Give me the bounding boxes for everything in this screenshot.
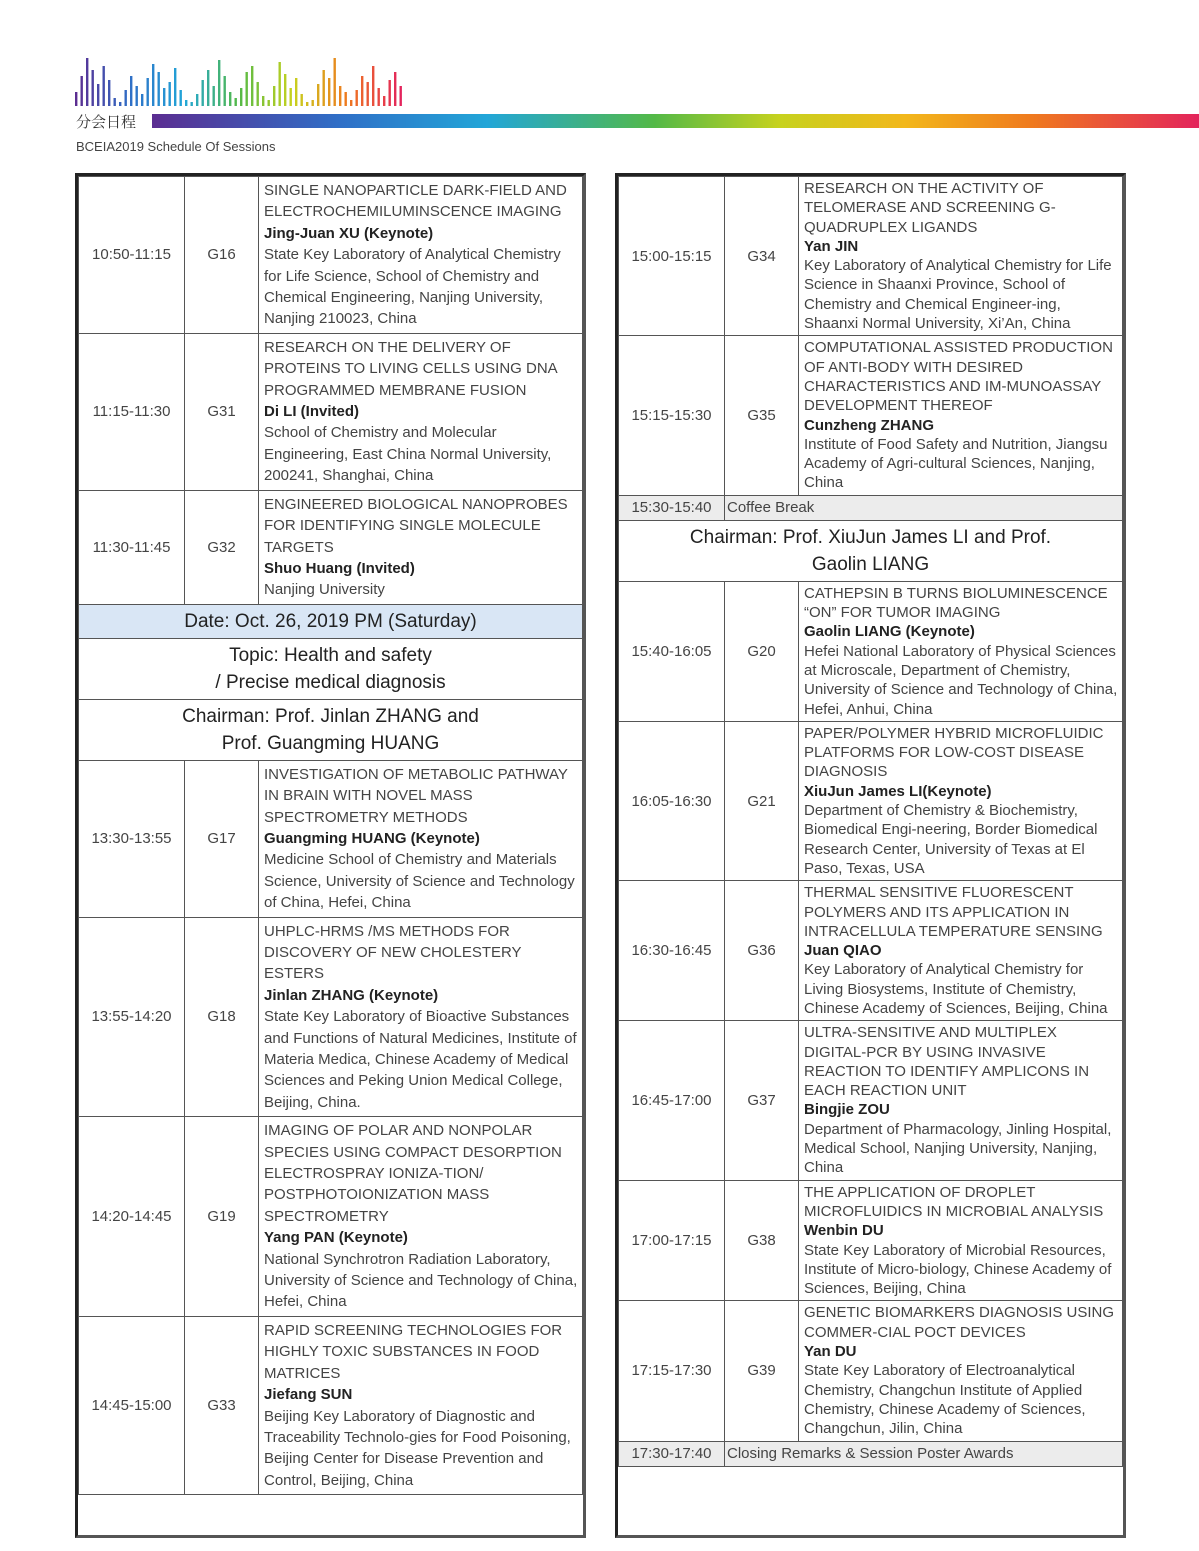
logo-equalizer-bar: [361, 76, 363, 106]
logo-equalizer-bar: [317, 84, 319, 106]
session-details: [799, 581, 1123, 721]
session-code: G16: [185, 177, 259, 334]
logo-equalizer-bar: [152, 64, 154, 106]
left-session-block-afternoon: [79, 760, 583, 1494]
session-code: G19: [185, 1117, 259, 1317]
speaker-name: Di LI (Invited): [264, 403, 359, 421]
session-details: [799, 1021, 1123, 1180]
page-subtitle: BCEIA2019 Schedule Of Sessions: [76, 139, 276, 154]
session-details: [259, 333, 583, 490]
session-details: [259, 1117, 583, 1317]
session-details: [799, 1301, 1123, 1441]
topic-label: Topic: Health and safety / Precise medical diagnosis: [79, 638, 583, 699]
session-time: 15:40-16:05: [619, 581, 725, 721]
logo-equalizer-bar: [97, 84, 99, 106]
session-time: 10:50-11:15: [79, 177, 185, 334]
speaker-affiliation: Department of Pharmacology, Jinling Hospital, Medical School, Nanjing University, Nanjing, China: [804, 1120, 1112, 1177]
speaker-name: Yang PAN (Keynote): [264, 1229, 408, 1247]
coffee-break-time: 15:30-15:40: [619, 495, 725, 520]
logo-equalizer-bar: [339, 86, 341, 106]
logo-equalizer-bar: [75, 92, 77, 106]
session-row: [619, 177, 1123, 336]
logo-equalizer-bar: [185, 100, 187, 106]
speaker-name: Jing-Juan XU (Keynote): [264, 224, 434, 242]
speaker-affiliation: Key Laboratory of Analytical Chemistry for Life Science in Shaanxi Province, School of Chemistry and Chemical Engineer-ing, Shaanxi Normal University, Xi’An, China: [804, 257, 1112, 333]
session-details: [259, 760, 583, 917]
logo-equalizer-bar: [367, 82, 369, 106]
session-row: [79, 333, 583, 490]
session-row: [619, 1021, 1123, 1180]
talk-title: THERMAL SENSITIVE FLUORESCENT POLYMERS AND ITS APPLICATION IN INTRACELLULA TEMPERATURE SENSING: [804, 884, 1103, 940]
logo-equalizer-bar: [218, 60, 220, 106]
speaker-name: Jinlan ZHANG (Keynote): [264, 986, 439, 1004]
speaker-affiliation: Key Laboratory of Analytical Chemistry for Living Biosystems, Institute of Chemistry, Chinese Academy of Sciences, Beijing, China: [804, 961, 1108, 1017]
logo-equalizer-bar: [328, 78, 330, 106]
speaker-affiliation: Department of Chemistry & Biochemistry, Biomedical Engi-neering, Border Biomedical Research Center, University of Texas at El Paso, Texas, USA: [804, 802, 1098, 877]
session-time: 11:30-11:45: [79, 490, 185, 604]
logo-equalizer-bar: [92, 70, 94, 106]
talk-title: ULTRA-SENSITIVE AND MULTIPLEX DIGITAL-PCR BY USING INVASIVE REACTION TO IDENTIFY AMPLICONS IN EACH REACTION UNIT: [804, 1024, 1090, 1100]
logo-equalizer-bar: [119, 102, 121, 106]
logo-equalizer-bar: [235, 98, 237, 106]
logo-equalizer-bar: [295, 78, 297, 106]
speaker-affiliation: Hefei National Laboratory of Physical Sciences at Microscale, Department of Chemistry, University of Science and Technology of China, Hefei, Anhui, China: [804, 642, 1118, 718]
logo-equalizer-bar: [240, 88, 242, 106]
logo-equalizer-bar: [130, 76, 132, 106]
speaker-name: Shuo Huang (Invited): [264, 559, 415, 577]
session-code: G18: [185, 917, 259, 1117]
talk-title: RAPID SCREENING TECHNOLOGIES FOR HIGHLY TOXIC SUBSTANCES IN FOOD MATRICES: [264, 1321, 563, 1382]
speaker-name: Yan DU: [804, 1343, 857, 1361]
session-code: G38: [725, 1180, 799, 1301]
session-time: 15:00-15:15: [619, 177, 725, 336]
logo-equalizer-bar: [246, 72, 248, 106]
session-details: [799, 721, 1123, 880]
logo-equalizer-bar: [191, 102, 193, 106]
logo-equalizer-bar: [284, 74, 286, 106]
session-row: [79, 917, 583, 1117]
logo-equalizer-bar: [136, 86, 138, 106]
logo-equalizer-bar: [114, 98, 116, 106]
speaker-affiliation: Institute of Food Safety and Nutrition, Jiangsu Academy of Agri-cultural Sciences, Nanjing, China: [804, 435, 1108, 492]
right-session-block-1: [619, 177, 1123, 496]
session-details: [799, 336, 1123, 495]
logo-equalizer-bar: [207, 70, 209, 106]
date-row: [79, 604, 583, 638]
logo-equalizer-bar: [224, 76, 226, 106]
speaker-name: Guangming HUANG (Keynote): [264, 829, 480, 847]
session-time: 13:55-14:20: [79, 917, 185, 1117]
speaker-affiliation: State Key Laboratory of Microbial Resources, Institute of Micro-biology, Chinese Academy of Sciences, Beijing, China: [804, 1241, 1112, 1298]
chairman-row: [619, 520, 1123, 581]
session-row: [79, 1316, 583, 1494]
logo-equalizer-bar: [279, 62, 281, 106]
talk-title: PAPER/POLYMER HYBRID MICROFLUIDIC PLATFORMS FOR LOW-COST DISEASE DIAGNOSIS: [804, 724, 1104, 781]
closing-row: [619, 1441, 1123, 1466]
session-row: [79, 177, 583, 334]
session-code: G31: [185, 333, 259, 490]
session-details: [799, 177, 1123, 336]
session-details: [799, 1180, 1123, 1301]
session-row: [619, 721, 1123, 880]
logo-equalizer-bar: [290, 88, 292, 106]
logo-equalizer-bar: [174, 68, 176, 106]
session-row: [619, 1180, 1123, 1301]
left-session-block-morning: [79, 177, 583, 605]
logo-equalizer-bar: [334, 58, 336, 106]
closing-time: 17:30-17:40: [619, 1441, 725, 1466]
speaker-name: Juan QIAO: [804, 942, 882, 960]
speaker-name: Cunzheng ZHANG: [804, 416, 934, 434]
logo-equalizer-bar: [345, 92, 347, 106]
chairman-row: [79, 699, 583, 760]
date-label: Date: Oct. 26, 2019 PM (Saturday): [79, 604, 583, 638]
logo-equalizer-bar: [108, 80, 110, 106]
session-code: G32: [185, 490, 259, 604]
session-details: [799, 881, 1123, 1021]
speaker-affiliation: National Synchrotron Radiation Laboratory, University of Science and Technology of China, Hefei, China: [264, 1250, 578, 1311]
logo-equalizer-bar: [389, 80, 391, 106]
logo-equalizer-bar: [163, 88, 165, 106]
speaker-affiliation: State Key Laboratory of Bioactive Substances and Functions of Natural Medicines, Institute of Materia Medica, Chinese Academy of Medical Sciences and Peking Union Medical College, Beijing, China.: [264, 1008, 577, 1111]
rainbow-header-bar: [152, 114, 1199, 128]
topic-row: [79, 638, 583, 699]
speaker-name: XiuJun James LI(Keynote): [804, 782, 992, 800]
logo-equalizer-bar: [169, 82, 171, 106]
session-details: [259, 1316, 583, 1494]
logo-equalizer-bar: [262, 96, 264, 106]
session-code: G34: [725, 177, 799, 336]
logo-equalizer-bar: [400, 86, 402, 106]
logo-equalizer-bar: [394, 72, 396, 106]
session-row: [79, 1117, 583, 1317]
logo-equalizer-bar: [350, 100, 352, 106]
chairman-label: Chairman: Prof. Jinlan ZHANG and Prof. Guangming HUANG: [79, 699, 583, 760]
speaker-affiliation: State Key Laboratory of Electroanalytical Chemistry, Changchun Institute of Applied Chemistry, Chinese Academy of Sciences, Changchun, Jilin, China: [804, 1362, 1086, 1438]
talk-title: THE APPLICATION OF DROPLET MICROFLUIDICS IN MICROBIAL ANALYSIS: [804, 1183, 1104, 1220]
logo-equalizer-bar: [86, 58, 88, 106]
logo-equalizer-bar: [356, 90, 358, 106]
session-code: G20: [725, 581, 799, 721]
speaker-name: Bingjie ZOU: [804, 1101, 890, 1119]
logo-equalizer-bar: [147, 78, 149, 106]
speaker-affiliation: Medicine School of Chemistry and Materials Science, University of Science and Technology of China, Hefei, China: [264, 851, 575, 912]
session-time: 14:20-14:45: [79, 1117, 185, 1317]
speaker-affiliation: Nanjing University: [264, 581, 385, 599]
logo-equalizer-bar: [378, 88, 380, 106]
talk-title: RESEARCH ON THE ACTIVITY OF TELOMERASE AND SCREENING G-QUADRUPLEX LIGANDS: [804, 180, 1056, 236]
speaker-name: Gaolin LIANG (Keynote): [804, 623, 975, 641]
talk-title: INVESTIGATION OF METABOLIC PATHWAY IN BRAIN WITH NOVEL MASS SPECTROMETRY METHODS: [264, 765, 568, 826]
logo-equalizer-bar: [229, 92, 231, 106]
logo-equalizer-bar: [158, 72, 160, 106]
logo-equalizer-bar: [301, 94, 303, 106]
talk-title: SINGLE NANOPARTICLE DARK-FIELD AND ELECTROCHEMILUMINSCENCE IMAGING: [264, 182, 567, 221]
session-code: G17: [185, 760, 259, 917]
talk-title: ENGINEERED BIOLOGICAL NANOPROBES FOR IDENTIFYING SINGLE MOLECULE TARGETS: [264, 495, 568, 556]
session-details: [259, 917, 583, 1117]
session-code: G37: [725, 1021, 799, 1180]
session-code: G36: [725, 881, 799, 1021]
session-row: [619, 1301, 1123, 1441]
speaker-name: Jiefang SUN: [264, 1386, 353, 1404]
logo-equalizer-bar: [323, 70, 325, 106]
closing-label: Closing Remarks & Session Poster Awards: [725, 1441, 1123, 1466]
session-code: G33: [185, 1316, 259, 1494]
coffee-break-row: [619, 495, 1123, 520]
session-time: 17:00-17:15: [619, 1180, 725, 1301]
talk-title: UHPLC-HRMS /MS METHODS FOR DISCOVERY OF NEW CHOLESTERY ESTERS: [264, 922, 522, 983]
session-row: [79, 490, 583, 604]
session-time: 16:05-16:30: [619, 721, 725, 880]
session-details: [259, 177, 583, 334]
talk-title: RESEARCH ON THE DELIVERY OF PROTEINS TO LIVING CELLS USING DNA PROGRAMMED MEMBRANE FUSION: [264, 338, 557, 399]
talk-title: COMPUTATIONAL ASSISTED PRODUCTION OF ANTI-BODY WITH DESIRED CHARACTERISTICS AND IM-MUNOASSAY DEVELOPMENT THEREOF: [804, 339, 1113, 415]
session-time: 17:15-17:30: [619, 1301, 725, 1441]
session-time: 15:15-15:30: [619, 336, 725, 495]
talk-title: IMAGING OF POLAR AND NONPOLAR SPECIES USING COMPACT DESORPTION ELECTROSPRAY IONIZA-TION/ POSTPHOTOIONIZATION MASS SPECTROMETRY: [264, 1122, 562, 1225]
session-time: 14:45-15:00: [79, 1316, 185, 1494]
talk-title: GENETIC BIOMARKERS DIAGNOSIS USING COMMER-CIAL POCT DEVICES: [804, 1304, 1115, 1341]
logo-equalizer-bar: [306, 102, 308, 106]
session-code: G39: [725, 1301, 799, 1441]
logo-equalizer-bar: [268, 100, 270, 106]
coffee-break-label: Coffee Break: [725, 495, 1123, 520]
logo-equalizer-bar: [141, 94, 143, 106]
session-time: 16:30-16:45: [619, 881, 725, 1021]
logo-equalizer-bar: [103, 66, 105, 106]
speaker-name: Yan JIN: [804, 237, 859, 255]
session-code: G21: [725, 721, 799, 880]
logo-equalizer-bar: [273, 86, 275, 106]
logo-equalizer-bar: [372, 66, 374, 106]
session-time: 11:15-11:30: [79, 333, 185, 490]
session-row: [619, 336, 1123, 495]
logo-equalizer-bar: [383, 96, 385, 106]
logo-equalizer-bar: [202, 80, 204, 106]
logo-equalizer-bar: [180, 90, 182, 106]
speaker-name: Wenbin DU: [804, 1222, 884, 1240]
session-row: [619, 881, 1123, 1021]
session-code: G35: [725, 336, 799, 495]
right-session-block-2: [619, 581, 1123, 1441]
talk-title: CATHEPSIN B TURNS BIOLUMINESCENCE “ON” FOR TUMOR IMAGING: [804, 584, 1108, 622]
logo-equalizer-bar: [312, 100, 314, 106]
session-details: [259, 490, 583, 604]
logo-equalizer-bar: [257, 82, 259, 106]
speaker-affiliation: Beijing Key Laboratory of Diagnostic and Traceability Technolo-gies for Food Poisoning, Beijing Center for Disease Prevention and Control, Beijing, China: [264, 1407, 571, 1489]
logo-equalizer-bar: [251, 66, 253, 106]
speaker-affiliation: School of Chemistry and Molecular Engineering, East China Normal University, 200241, Shanghai, China: [264, 424, 552, 485]
logo-equalizer-bar: [213, 86, 215, 106]
session-time: 16:45-17:00: [619, 1021, 725, 1180]
session-row: [619, 581, 1123, 721]
speaker-affiliation: State Key Laboratory of Analytical Chemistry for Life Science, School of Chemistry and Chemical Engineering, Nanjing University, Nanjing 210023, China: [264, 246, 561, 328]
right-schedule-table: [615, 173, 1126, 1538]
bceia-logo-equalizer: [74, 50, 409, 108]
chairman-label: Chairman: Prof. XiuJun James LI and Prof. Gaolin LIANG: [619, 520, 1123, 581]
page-title-chinese: 分会日程: [76, 113, 137, 131]
logo-equalizer-bar: [125, 90, 127, 106]
session-row: [79, 760, 583, 917]
session-time: 13:30-13:55: [79, 760, 185, 917]
logo-equalizer-bar: [196, 94, 198, 106]
left-schedule-table: [75, 173, 586, 1538]
logo-equalizer-bar: [81, 76, 83, 106]
